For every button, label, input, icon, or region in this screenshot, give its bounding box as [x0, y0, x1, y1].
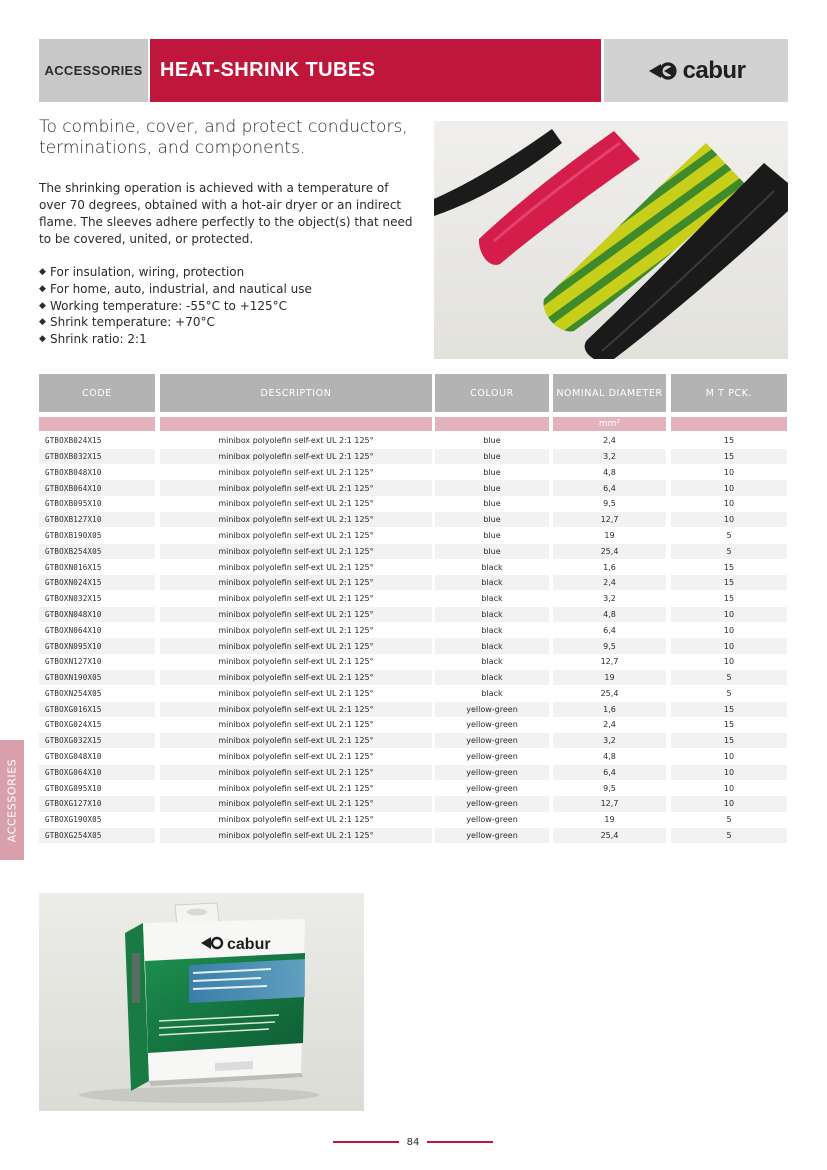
- table-row: [39, 559, 787, 575]
- cell-description: minibox polyolefin self-ext UL 2:1 125°: [218, 530, 374, 540]
- logo-wordmark: cabur: [682, 56, 746, 84]
- cell-pack: 5: [671, 670, 787, 685]
- bullet-icon: ◆: [39, 267, 46, 277]
- cell-diameter: 4,8: [553, 607, 666, 622]
- cell-code: GTBOXN095X10: [39, 638, 155, 653]
- table-row: [39, 480, 787, 496]
- table-row: [39, 812, 787, 828]
- cell-colour: yellow-green: [435, 765, 549, 780]
- feature-item: ◆ Shrink ratio: 2:1: [39, 332, 147, 347]
- cell-code: GTBOXN190X05: [39, 670, 155, 685]
- cell-diameter: 1,6: [603, 562, 616, 572]
- cell-diameter: 1,6: [553, 702, 666, 717]
- cell-colour: yellow-green: [466, 815, 518, 825]
- table-row: [39, 781, 787, 797]
- product-box-photo: [39, 893, 364, 1111]
- cell-pack: 15: [723, 720, 735, 730]
- unit-cell-diameter: mm²: [553, 417, 666, 431]
- cell-code: GTBOXN024X15: [39, 575, 155, 590]
- cell-colour: yellow-green: [466, 783, 518, 793]
- cell-diameter: 12,7: [600, 657, 619, 667]
- title-bar: [150, 39, 601, 102]
- table-row: [39, 765, 787, 781]
- cell-diameter: 12,7: [553, 796, 666, 811]
- cell-code: GTBOXG024X15: [45, 720, 102, 730]
- cell-pack: 15: [723, 436, 735, 446]
- cell-diameter: 3,2: [553, 733, 666, 748]
- cell-colour: yellow-green: [435, 828, 549, 843]
- cell-code: GTBOXB032X15: [39, 449, 155, 464]
- cell-description: minibox polyolefin self-ext UL 2:1 125°: [160, 575, 432, 590]
- cell-description: minibox polyolefin self-ext UL 2:1 125°: [160, 733, 432, 748]
- cell-pack: 5: [671, 828, 787, 843]
- cell-pack: 15: [671, 449, 787, 464]
- cell-code: GTBOXG127X10: [39, 796, 155, 811]
- cell-pack: 5: [726, 530, 732, 540]
- table-row: [39, 433, 787, 449]
- cell-colour: black: [481, 657, 503, 667]
- cell-code: GTBOXB048X10: [45, 467, 102, 477]
- cell-pack: 10: [671, 512, 787, 527]
- cell-diameter: 25,4: [553, 544, 666, 559]
- cell-code: GTBOXN048X10: [39, 607, 155, 622]
- cell-description: minibox polyolefin self-ext UL 2:1 125°: [218, 752, 374, 762]
- cell-code: GTBOXG095X10: [45, 783, 102, 793]
- cell-code: GTBOXB024X15: [45, 436, 102, 446]
- cell-description: minibox polyolefin self-ext UL 2:1 125°: [218, 720, 374, 730]
- table-row: [39, 512, 787, 528]
- unit-cell-code: [39, 417, 155, 431]
- cell-colour: yellow-green: [466, 720, 518, 730]
- category-label: [39, 39, 148, 102]
- footer-rule-left: [333, 1141, 399, 1143]
- cell-diameter: 25,4: [553, 828, 666, 843]
- cell-code: GTBOXN127X10: [45, 657, 102, 667]
- feature-item: ◆ For home, auto, industrial, and nautical use: [39, 281, 312, 296]
- cell-diameter: 9,5: [603, 499, 616, 509]
- side-tab-label: ACCESSORIES: [5, 758, 19, 842]
- cell-description: minibox polyolefin self-ext UL 2:1 125°: [218, 625, 374, 635]
- cell-diameter: 3,2: [603, 594, 616, 604]
- table-row: [39, 654, 787, 670]
- page-title: HEAT-SHRINK TUBES: [160, 59, 376, 81]
- cell-description: minibox polyolefin self-ext UL 2:1 125°: [218, 657, 374, 667]
- feature-list: [39, 264, 419, 348]
- cell-pack: 10: [723, 467, 735, 477]
- side-section-tab: [0, 740, 24, 860]
- cell-description: minibox polyolefin self-ext UL 2:1 125°: [160, 828, 432, 843]
- cell-colour: blue: [435, 544, 549, 559]
- cell-colour: blue: [483, 530, 501, 540]
- table-row: [39, 686, 787, 702]
- cell-colour: yellow-green: [435, 702, 549, 717]
- page-number: 84: [406, 1136, 420, 1148]
- table-row: [39, 528, 787, 544]
- feature-item: ◆ Working temperature: -55°C to +125°C: [39, 298, 288, 313]
- table-row: [39, 591, 787, 607]
- cell-pack: 10: [671, 480, 787, 495]
- table-row: [39, 733, 787, 749]
- cell-pack: 10: [723, 499, 735, 509]
- cell-code: GTBOXN064X10: [45, 625, 102, 635]
- cell-colour: black: [435, 575, 549, 590]
- table-row: [39, 496, 787, 512]
- cell-code: GTBOXB127X10: [39, 512, 155, 527]
- cell-diameter: 3,2: [553, 449, 666, 464]
- cell-pack: 15: [723, 594, 735, 604]
- box-logo-wordmark: cabur: [227, 936, 271, 953]
- cell-pack: 5: [726, 688, 732, 698]
- cell-colour: yellow-green: [435, 796, 549, 811]
- cell-code: GTBOXB095X10: [45, 499, 102, 509]
- intro-paragraph: The shrinking operation is achieved with a temperature of over 70 degrees, obtained with a hot-air dryer or an indirect flame. The sleeves adhere perfectly to the object(s) that need to be covered, united, or protected.: [39, 181, 413, 246]
- cell-code: GTBOXG190X05: [45, 815, 102, 825]
- table-row: [39, 638, 787, 654]
- cell-description: minibox polyolefin self-ext UL 2:1 125°: [160, 638, 432, 653]
- table-row: [39, 575, 787, 591]
- cell-diameter: 4,8: [603, 752, 616, 762]
- table-row: [39, 828, 787, 844]
- cell-description: minibox polyolefin self-ext UL 2:1 125°: [160, 449, 432, 464]
- cell-code: GTBOXB064X10: [39, 480, 155, 495]
- table-body: [39, 433, 787, 844]
- bullet-icon: ◆: [39, 300, 46, 311]
- cell-description: minibox polyolefin self-ext UL 2:1 125°: [218, 467, 374, 477]
- table-row: [39, 623, 787, 639]
- unit-cell-description: [160, 417, 432, 431]
- table-row: [39, 796, 787, 812]
- cell-description: minibox polyolefin self-ext UL 2:1 125°: [160, 765, 432, 780]
- cell-colour: yellow-green: [435, 733, 549, 748]
- cell-diameter: 19: [604, 815, 615, 825]
- bullet-icon: ◆: [39, 317, 46, 328]
- category-text: ACCESSORIES: [44, 63, 143, 78]
- cell-description: minibox polyolefin self-ext UL 2:1 125°: [218, 562, 374, 572]
- page-footer: [333, 1134, 493, 1150]
- cabur-logo: [647, 57, 746, 85]
- cell-diameter: 4,8: [603, 467, 616, 477]
- cell-description: minibox polyolefin self-ext UL 2:1 125°: [160, 512, 432, 527]
- cell-colour: blue: [483, 499, 501, 509]
- cell-diameter: 12,7: [553, 512, 666, 527]
- cell-code: GTBOXG032X15: [39, 733, 155, 748]
- cell-code: GTBOXG048X10: [45, 752, 102, 762]
- cell-pack: 10: [671, 607, 787, 622]
- cell-diameter: 2,4: [603, 436, 616, 446]
- cell-pack: 10: [671, 638, 787, 653]
- cell-description: minibox polyolefin self-ext UL 2:1 125°: [218, 783, 374, 793]
- table-row: [39, 449, 787, 465]
- table-row: [39, 607, 787, 623]
- cell-colour: yellow-green: [466, 752, 518, 762]
- cell-pack: 5: [671, 544, 787, 559]
- table-row: [39, 717, 787, 733]
- table-row: [39, 749, 787, 765]
- cell-pack: 10: [723, 783, 735, 793]
- cell-description: minibox polyolefin self-ext UL 2:1 125°: [160, 796, 432, 811]
- brand-logo-box: [604, 39, 788, 102]
- cell-diameter: 6,4: [603, 625, 616, 635]
- cell-code: GTBOXB190X05: [45, 530, 102, 540]
- cell-pack: 10: [671, 796, 787, 811]
- cell-colour: black: [481, 562, 503, 572]
- cell-diameter: 9,5: [603, 783, 616, 793]
- table-row: [39, 544, 787, 560]
- table-row: [39, 465, 787, 481]
- cell-colour: blue: [435, 449, 549, 464]
- cell-pack: 10: [671, 765, 787, 780]
- cell-description: minibox polyolefin self-ext UL 2:1 125°: [218, 688, 374, 698]
- cell-pack: 15: [671, 575, 787, 590]
- cell-description: minibox polyolefin self-ext UL 2:1 125°: [160, 480, 432, 495]
- col-header-code: CODE: [39, 374, 155, 412]
- cell-colour: blue: [435, 512, 549, 527]
- cell-colour: black: [435, 638, 549, 653]
- table-row: [39, 670, 787, 686]
- cell-pack: 15: [671, 733, 787, 748]
- col-header-diameter: NOMINAL DIAMETER: [553, 374, 666, 412]
- cell-diameter: 6,4: [553, 765, 666, 780]
- cell-pack: 15: [671, 702, 787, 717]
- cell-description: minibox polyolefin self-ext UL 2:1 125°: [218, 815, 374, 825]
- cell-diameter: 25,4: [600, 688, 619, 698]
- cell-colour: black: [481, 688, 503, 698]
- cell-colour: blue: [483, 436, 501, 446]
- cell-code: GTBOXG016X15: [39, 702, 155, 717]
- cell-colour: black: [435, 670, 549, 685]
- heat-shrink-tubes-photo: [434, 121, 788, 359]
- cell-code: GTBOXN016X15: [45, 562, 102, 572]
- cell-colour: blue: [483, 467, 501, 477]
- bullet-icon: ◆: [39, 283, 46, 294]
- tagline: To combine, cover, and protect conductors, terminations, and components.: [39, 117, 408, 158]
- cell-description: minibox polyolefin self-ext UL 2:1 125°: [218, 594, 374, 604]
- cell-diameter: 19: [553, 670, 666, 685]
- cell-pack: 10: [723, 657, 735, 667]
- cell-code: GTBOXB254X05: [39, 544, 155, 559]
- cell-diameter: 6,4: [553, 480, 666, 495]
- cell-description: minibox polyolefin self-ext UL 2:1 125°: [160, 702, 432, 717]
- cell-pack: 15: [723, 562, 735, 572]
- cell-code: GTBOXG064X10: [39, 765, 155, 780]
- bullet-icon: ◆: [39, 334, 46, 345]
- unit-cell-pack: [671, 417, 787, 431]
- unit-cell-colour: [435, 417, 549, 431]
- feature-item: ◆ Shrink temperature: +70°C: [39, 315, 215, 330]
- col-header-colour: COLOUR: [435, 374, 549, 412]
- cell-code: GTBOXG254X05: [39, 828, 155, 843]
- cabur-logo-icon: [647, 61, 681, 81]
- cell-diameter: 2,4: [553, 575, 666, 590]
- cell-diameter: 19: [604, 530, 615, 540]
- cell-colour: black: [435, 607, 549, 622]
- cell-description: minibox polyolefin self-ext UL 2:1 125°: [160, 607, 432, 622]
- cell-pack: 5: [726, 815, 732, 825]
- cell-description: minibox polyolefin self-ext UL 2:1 125°: [218, 436, 374, 446]
- cell-description: minibox polyolefin self-ext UL 2:1 125°: [218, 499, 374, 509]
- cell-pack: 10: [723, 625, 735, 635]
- cell-diameter: 9,5: [553, 638, 666, 653]
- cell-colour: black: [481, 594, 503, 604]
- cell-code: GTBOXN254X05: [45, 688, 102, 698]
- cell-code: GTBOXN032X15: [45, 594, 102, 604]
- cell-description: minibox polyolefin self-ext UL 2:1 125°: [160, 670, 432, 685]
- feature-item: ◆ For insulation, wiring, protection: [39, 265, 245, 279]
- cell-colour: black: [481, 625, 503, 635]
- cell-diameter: 2,4: [603, 720, 616, 730]
- table-row: [39, 702, 787, 718]
- col-header-pack: M T PCK.: [671, 374, 787, 412]
- footer-rule-right: [427, 1141, 493, 1143]
- col-header-description: DESCRIPTION: [160, 374, 432, 412]
- cell-pack: 10: [723, 752, 735, 762]
- cell-colour: blue: [435, 480, 549, 495]
- cell-description: minibox polyolefin self-ext UL 2:1 125°: [160, 544, 432, 559]
